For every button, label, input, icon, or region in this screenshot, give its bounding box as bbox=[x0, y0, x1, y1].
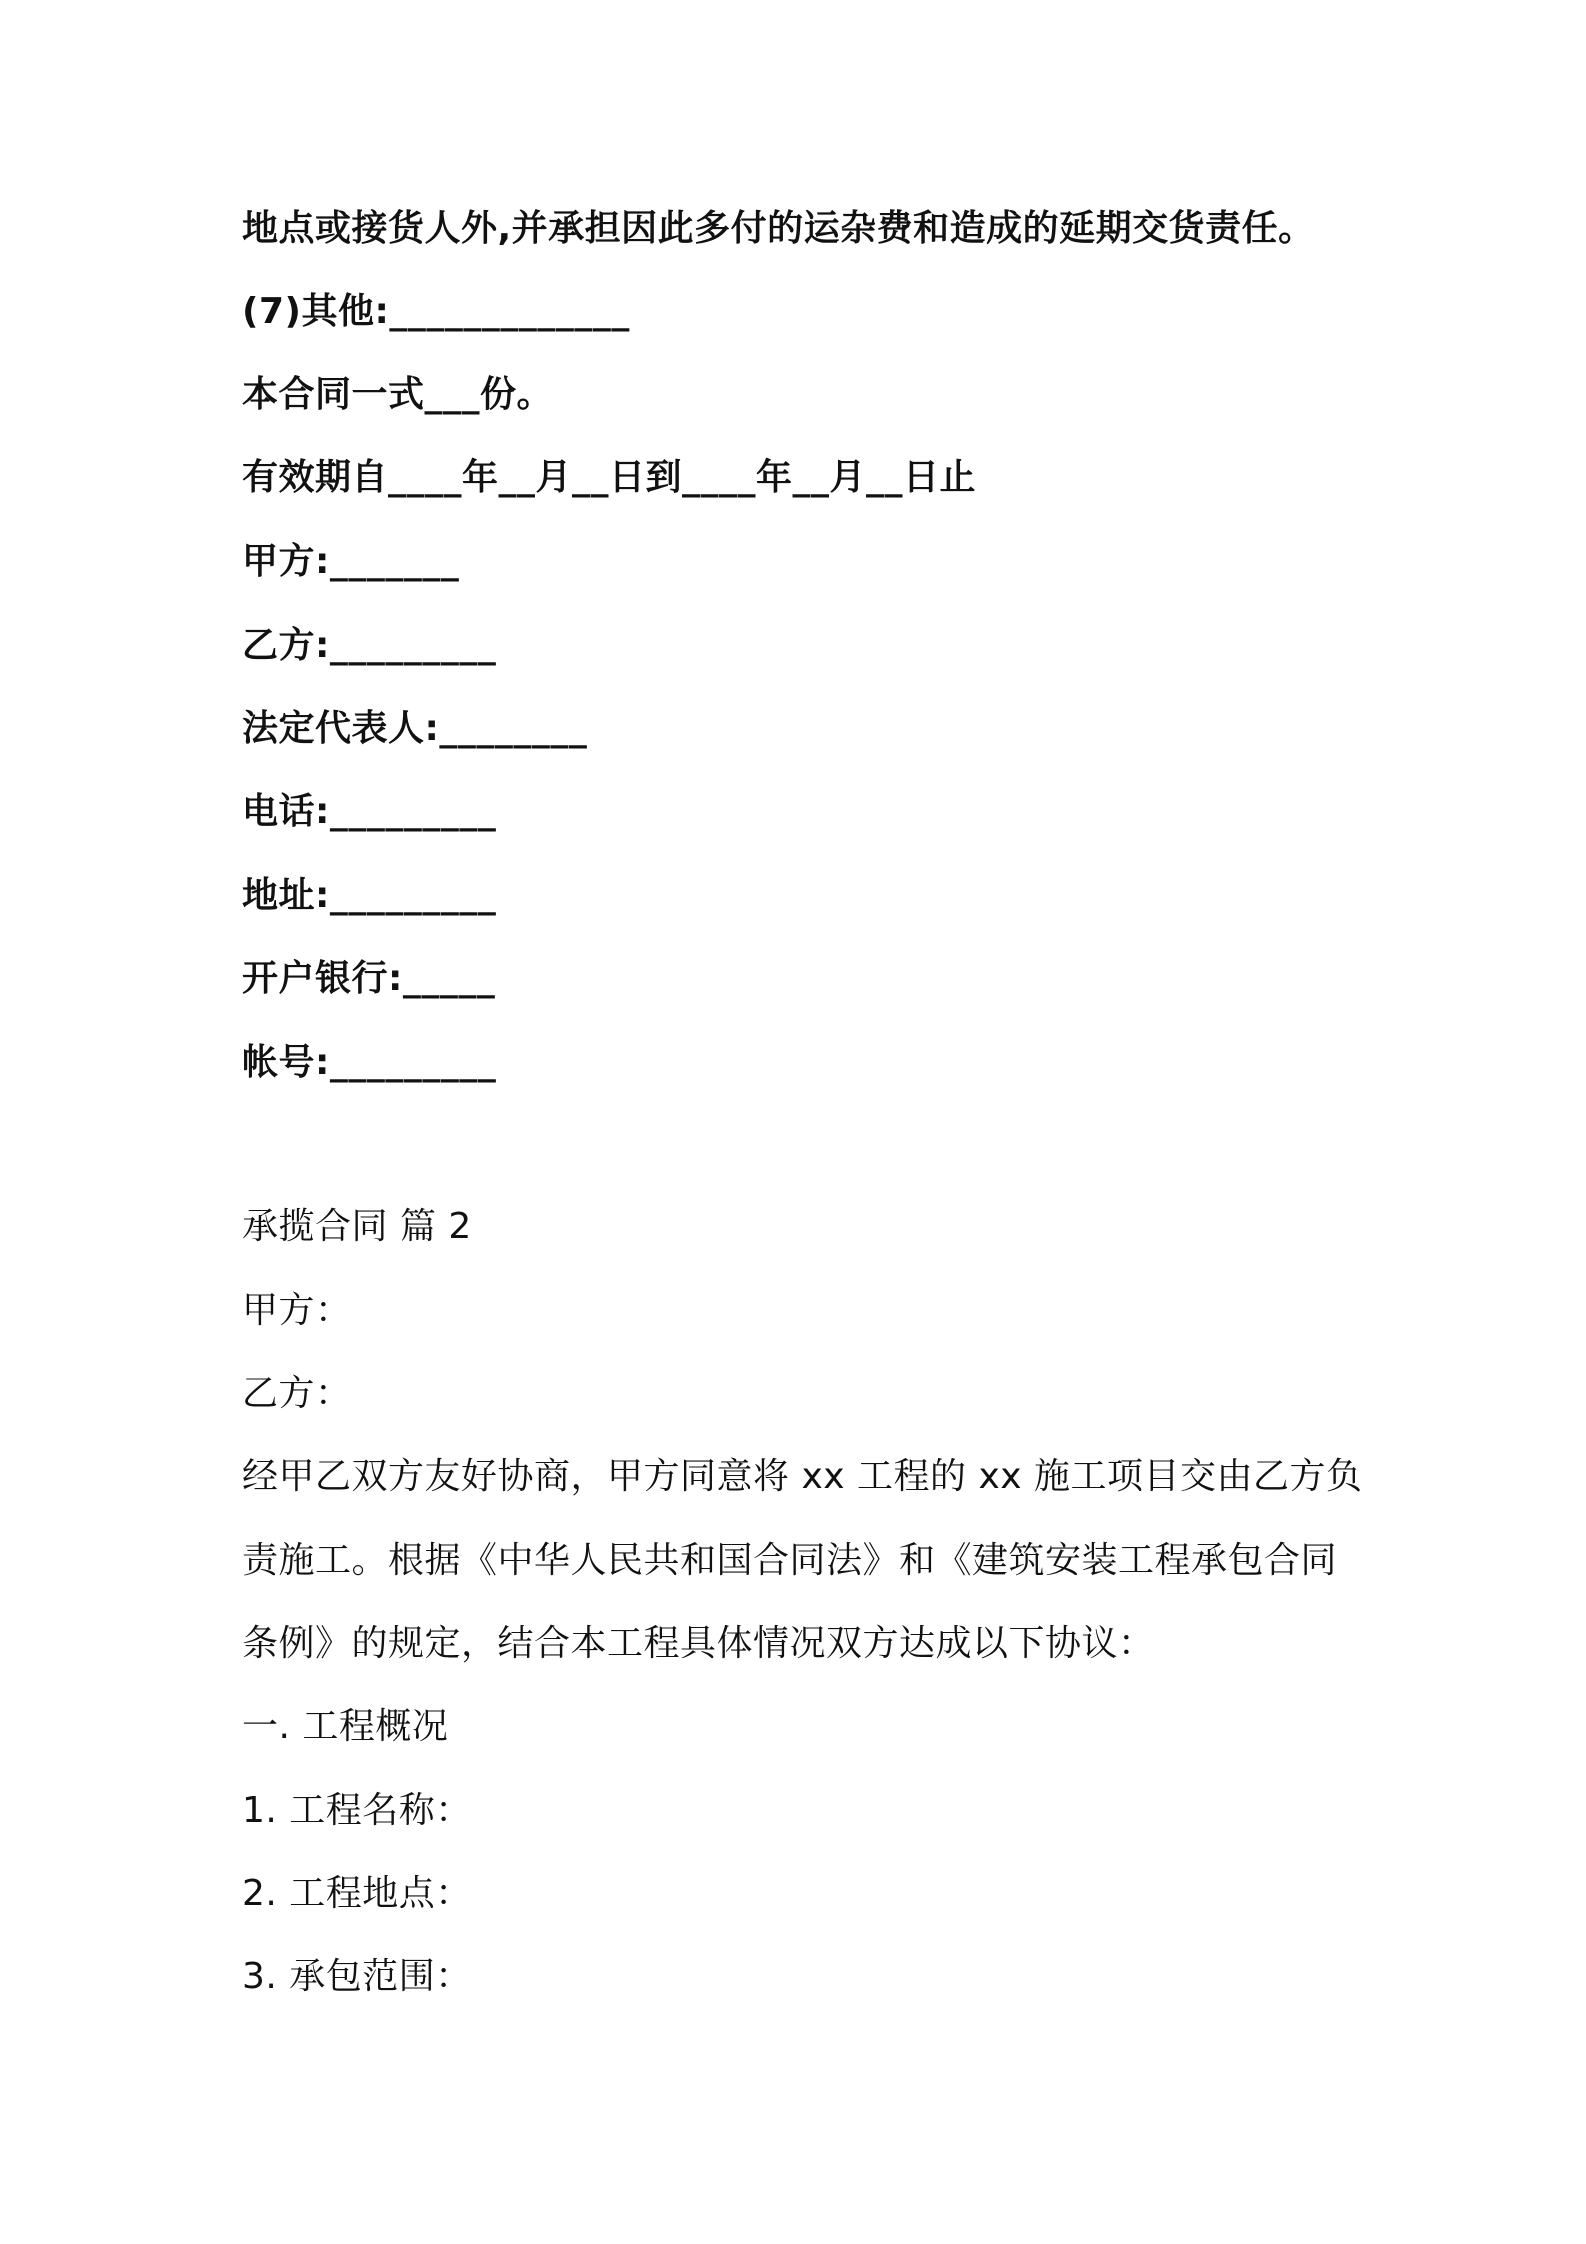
section-heading: 一. 工程概况 bbox=[242, 1706, 449, 1747]
text-line: 法定代表人:________ bbox=[242, 708, 588, 749]
list-item: 1. 工程名称： bbox=[242, 1790, 472, 1831]
text-line: (7)其他:_____________ bbox=[242, 291, 630, 332]
section-title: 承揽合同 篇 2 bbox=[242, 1206, 472, 1247]
text-line: 甲方:_______ bbox=[242, 541, 460, 582]
list-item: 3. 承包范围： bbox=[242, 1956, 472, 1997]
text-line: 开户银行:_____ bbox=[242, 958, 496, 999]
text-line: 本合同一式___份。 bbox=[242, 374, 554, 415]
text-line: 电话:_________ bbox=[242, 791, 497, 832]
text-line: 乙方： bbox=[242, 1373, 352, 1414]
text-line: 经甲乙双方友好协商，甲方同意将 xx 工程的 xx 施工项目交由乙方负 bbox=[242, 1456, 1363, 1497]
text-line: 地点或接货人外,并承担因此多付的运杂费和造成的延期交货责任。 bbox=[242, 208, 1315, 249]
text-line: 帐号:_________ bbox=[242, 1042, 497, 1083]
list-item: 2. 工程地点： bbox=[242, 1873, 472, 1914]
text-line: 甲方： bbox=[242, 1290, 352, 1331]
text-line: 有效期自____年__月__日到____年__月__日止 bbox=[242, 457, 977, 498]
text-line: 责施工。根据《中华人民共和国合同法》和《建筑安装工程承包合同 bbox=[242, 1540, 1338, 1581]
text-line: 条例》的规定，结合本工程具体情况双方达成以下协议： bbox=[242, 1623, 1155, 1664]
text-line: 地址:_________ bbox=[242, 875, 497, 916]
text-line: 乙方:_________ bbox=[242, 625, 497, 666]
